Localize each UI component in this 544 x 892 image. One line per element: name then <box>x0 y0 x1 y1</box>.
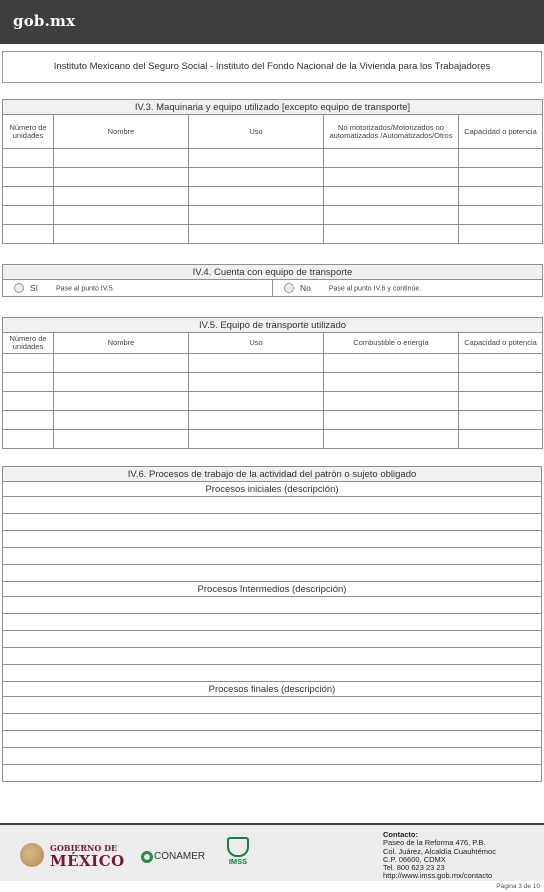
option-yes[interactable] <box>3 280 273 297</box>
input-cell[interactable] <box>324 430 459 449</box>
input-cell[interactable] <box>324 392 459 411</box>
text-line[interactable] <box>3 665 542 682</box>
input-cell[interactable] <box>459 206 543 225</box>
col-capacity: Capacidad o potencia <box>459 333 543 354</box>
gob-top-text: GOBIERNO DE <box>50 843 118 853</box>
conamer-text: CONAMER <box>154 851 206 863</box>
final-processes-label: Procesos finales (descripción) <box>3 682 542 697</box>
input-cell[interactable] <box>459 411 543 430</box>
radio-yes[interactable] <box>14 283 24 293</box>
text-line[interactable] <box>3 631 542 648</box>
table-row <box>3 187 543 206</box>
text-line[interactable] <box>3 497 542 514</box>
section-title-iv6: IV.6. Procesos de trabajo de la actividad del patrón o sujeto obligado <box>3 467 542 482</box>
contact-address: Paseo de la Reforma 476, P.B. <box>383 838 486 848</box>
option-no[interactable] <box>273 280 543 297</box>
text-line[interactable] <box>3 565 542 582</box>
national-emblem-icon <box>20 843 44 867</box>
col-units: Número de unidades <box>3 115 54 149</box>
no-note: Pase al punto IV.6 y continúe. <box>328 284 422 292</box>
table-row <box>3 168 543 187</box>
table-row <box>3 411 543 430</box>
text-line[interactable] <box>3 765 542 782</box>
text-line[interactable] <box>3 548 542 565</box>
contact-phone: Tel. 800 623 23 23 <box>383 863 445 873</box>
input-cell[interactable] <box>324 187 459 206</box>
input-cell[interactable] <box>324 168 459 187</box>
input-cell[interactable] <box>54 411 189 430</box>
input-cell[interactable] <box>459 430 543 449</box>
col-motorization: No motorizados/Motorizados no automatizados /Automatizados/Otros <box>324 115 459 149</box>
col-name: Nombre <box>54 333 189 354</box>
radio-no[interactable] <box>284 283 294 293</box>
input-cell[interactable] <box>3 206 54 225</box>
no-label: No <box>300 283 311 294</box>
imss-text: IMSS <box>228 857 248 866</box>
col-capacity: Capacidad o potencia <box>459 115 543 149</box>
input-cell[interactable] <box>189 430 324 449</box>
intermediate-processes-label: Procesos Intermedios (descripción) <box>3 582 542 597</box>
input-cell[interactable] <box>189 149 324 168</box>
initial-processes-label: Procesos iniciales (descripción) <box>3 482 542 497</box>
input-cell[interactable] <box>324 149 459 168</box>
col-fuel: Combustible o energía <box>324 333 459 354</box>
col-units: Número de unidades <box>3 333 54 354</box>
section-title-iv3: IV.3. Maquinaria y equipo utilizado [excepto equipo de transporte] <box>3 100 543 115</box>
col-use: Uso <box>189 333 324 354</box>
input-cell[interactable] <box>3 149 54 168</box>
conamer-logo <box>141 848 205 866</box>
gob-bottom-text: MÉXICO <box>50 852 125 870</box>
input-cell[interactable] <box>54 206 189 225</box>
institution-title: Instituto Mexicano del Seguro Social - Instituto del Fondo Nacional de la Vivienda para los Trabajadores <box>2 51 542 83</box>
input-cell[interactable] <box>459 168 543 187</box>
input-cell[interactable] <box>54 430 189 449</box>
input-cell[interactable] <box>189 206 324 225</box>
input-cell[interactable] <box>324 354 459 373</box>
contact-url[interactable]: http://www.imss.gob.mx/contacto <box>383 871 493 881</box>
text-line[interactable] <box>3 597 542 614</box>
yes-note: Pase al punto IV.5. <box>56 284 115 292</box>
input-cell[interactable] <box>459 373 543 392</box>
input-cell[interactable] <box>459 187 543 206</box>
text-line[interactable] <box>3 614 542 631</box>
text-line[interactable] <box>3 648 542 665</box>
table-row <box>3 206 543 225</box>
text-line[interactable] <box>3 714 542 731</box>
table-row <box>3 373 543 392</box>
input-cell[interactable] <box>3 411 54 430</box>
yes-label: Sí <box>30 283 39 294</box>
input-cell[interactable] <box>54 225 189 244</box>
input-cell[interactable] <box>324 411 459 430</box>
input-cell[interactable] <box>3 187 54 206</box>
input-cell[interactable] <box>54 392 189 411</box>
table-row <box>3 392 543 411</box>
col-name: Nombre <box>54 115 189 149</box>
machinery-table <box>2 99 543 244</box>
input-cell[interactable] <box>189 411 324 430</box>
input-cell[interactable] <box>3 354 54 373</box>
contact-zip: C.P. 06600, CDMX <box>383 854 446 864</box>
page-number: Página 3 de 10 <box>496 883 540 890</box>
work-processes-table <box>2 466 542 782</box>
table-row <box>3 354 543 373</box>
input-cell[interactable] <box>54 354 189 373</box>
text-line[interactable] <box>3 697 542 714</box>
contact-colony: Col. Juárez, Alcaldía Cuauhtémoc <box>383 846 496 856</box>
input-cell[interactable] <box>3 168 54 187</box>
input-cell[interactable] <box>3 225 54 244</box>
input-cell[interactable] <box>189 373 324 392</box>
contact-title: Contacto: <box>383 830 418 839</box>
input-cell[interactable] <box>459 225 543 244</box>
input-cell[interactable] <box>54 373 189 392</box>
input-cell[interactable] <box>459 392 543 411</box>
input-cell[interactable] <box>324 206 459 225</box>
input-cell[interactable] <box>3 373 54 392</box>
input-cell[interactable] <box>459 149 543 168</box>
input-cell[interactable] <box>54 187 189 206</box>
section-title-iv5: IV.5. Equipo de transporte utilizado <box>3 318 543 333</box>
section-title-iv4: IV.4. Cuenta con equipo de transporte <box>3 265 543 280</box>
input-cell[interactable] <box>189 168 324 187</box>
table-row <box>3 225 543 244</box>
transport-table <box>2 317 543 449</box>
table-row <box>3 430 543 449</box>
input-cell[interactable] <box>189 225 324 244</box>
input-cell[interactable] <box>189 392 324 411</box>
top-bar <box>0 0 544 44</box>
input-cell[interactable] <box>3 430 54 449</box>
conamer-ring-icon <box>141 851 153 863</box>
text-line[interactable] <box>3 748 542 765</box>
text-line[interactable] <box>3 731 542 748</box>
text-line[interactable] <box>3 514 542 531</box>
transport-question-table <box>2 264 543 297</box>
input-cell[interactable] <box>54 149 189 168</box>
input-cell[interactable] <box>3 392 54 411</box>
text-line[interactable] <box>3 531 542 548</box>
table-row <box>3 149 543 168</box>
input-cell[interactable] <box>54 168 189 187</box>
input-cell[interactable] <box>324 373 459 392</box>
gobmx-logo[interactable]: gob.mx <box>13 12 76 30</box>
footer <box>0 823 544 881</box>
input-cell[interactable] <box>189 187 324 206</box>
input-cell[interactable] <box>324 225 459 244</box>
input-cell[interactable] <box>189 354 324 373</box>
input-cell[interactable] <box>459 354 543 373</box>
col-use: Uso <box>189 115 324 149</box>
contact-block <box>383 831 496 881</box>
imss-logo <box>225 837 251 866</box>
imss-shield-icon <box>227 837 249 857</box>
